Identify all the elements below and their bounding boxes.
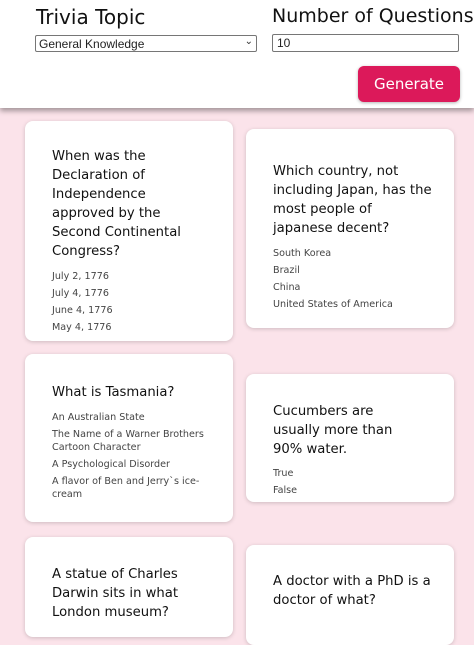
answer-list — [273, 467, 446, 497]
answer-option[interactable]: United States of America — [273, 299, 393, 310]
answer-list — [273, 247, 446, 311]
question-text: A doctor with a PhD is a doctor of what? — [273, 574, 431, 608]
chevron-down-icon: ⌄ — [244, 36, 253, 47]
topic-select[interactable] — [35, 35, 257, 52]
answer-option[interactable]: False — [273, 485, 298, 496]
question-card — [25, 537, 233, 637]
question-card — [246, 374, 454, 502]
question-count-value: 10 — [277, 36, 291, 50]
answer-list — [52, 411, 219, 501]
answer-option[interactable]: True — [273, 468, 294, 479]
answer-option[interactable]: South Korea — [273, 248, 332, 259]
answer-option[interactable]: An Australian State — [52, 412, 145, 423]
answer-option[interactable]: China — [273, 282, 301, 293]
question-card — [246, 129, 454, 328]
answer-option[interactable]: May 4, 1776 — [52, 322, 112, 333]
generate-button[interactable]: Generate — [358, 66, 460, 102]
answer-option[interactable]: A Psychological Disorder — [52, 459, 170, 470]
question-text: What is Tasmania? — [52, 385, 175, 400]
question-card — [25, 121, 233, 341]
answer-option[interactable]: July 4, 1776 — [52, 288, 109, 299]
question-count-input[interactable] — [272, 34, 459, 52]
answer-option[interactable]: The Name of a Warner Brothers Cartoon Character — [52, 429, 204, 453]
answer-option[interactable]: July 2, 1776 — [52, 271, 109, 282]
answer-option[interactable]: June 4, 1776 — [52, 305, 113, 316]
topic-select-value: General Knowledge — [39, 37, 145, 51]
answer-option[interactable]: A flavor of Ben and Jerry`s ice-cream — [52, 476, 200, 500]
question-card — [25, 354, 233, 522]
answer-list — [52, 270, 219, 334]
question-text: A statue of Charles Darwin sits in what London museum? — [52, 567, 179, 620]
question-text: Which country, not including Japan, has the most people of japanese decent? — [273, 164, 432, 236]
topic-label: Trivia Topic — [36, 5, 146, 29]
question-text: When was the Declaration of Independence approved by the Second Continental Congress? — [52, 149, 181, 259]
top-bar — [0, 0, 474, 108]
question-card — [246, 545, 454, 645]
question-text: Cucumbers are usually more than 90% water. — [273, 404, 393, 457]
question-count-label: Number of Questions — [272, 5, 474, 27]
answer-option[interactable]: Brazil — [273, 265, 300, 276]
